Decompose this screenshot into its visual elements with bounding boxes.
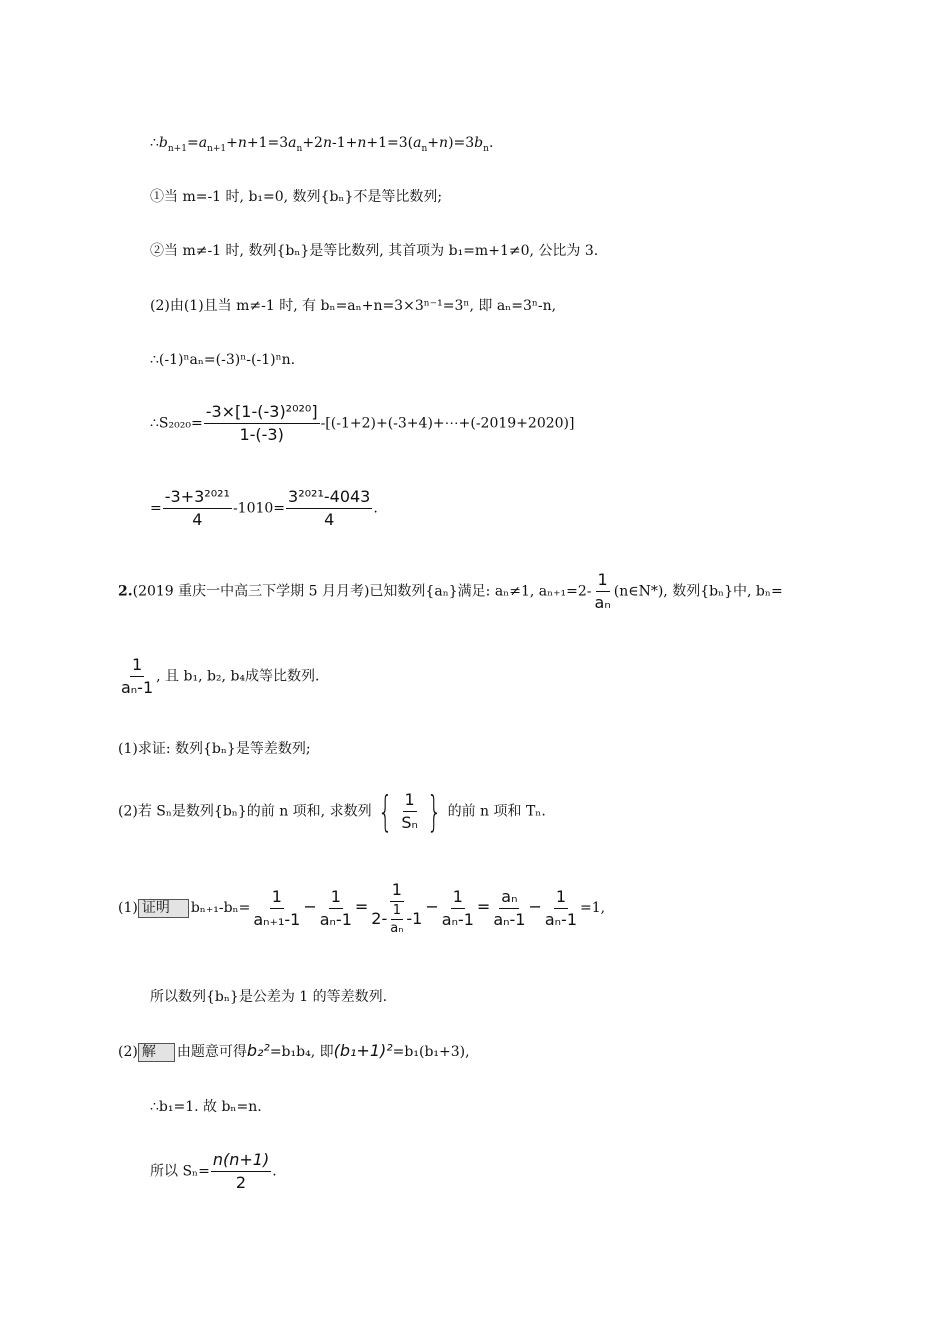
q2-frac1-den: aₙ: [594, 593, 611, 612]
s2020-sum: -[(-1+2)+(-3+4)+⋯+(-2019+2020)]: [320, 415, 575, 432]
solution-2-expr-2: (b₁+1)²: [333, 1041, 393, 1060]
sn-den: 2: [235, 1173, 247, 1192]
s1-f2-den: aₙ-1: [319, 909, 352, 929]
question-2-fraction-2: [119, 655, 155, 698]
part-2-text: (2)由(1)且当 m≠-1 时, 有 bₙ=aₙ+n=3×3ⁿ⁻¹=3ⁿ, 即 aₙ=3ⁿ-n,: [150, 298, 557, 314]
left-brace-icon: {: [377, 786, 393, 836]
s1-post: =1,: [580, 900, 606, 916]
result-num-1: -3+3²⁰²¹: [163, 487, 232, 509]
solution-2-mid: =b₁b₄, 即: [269, 1044, 334, 1060]
s1-f5-den: aₙ-1: [493, 909, 526, 929]
s1-f3-inner-den: aₙ: [390, 921, 404, 936]
solution-2-sn-line: [150, 1150, 277, 1193]
s2020-result-line: [150, 487, 378, 530]
case-2-text: ②当 m≠-1 时, 数列{bₙ}是等比数列, 其首项为 b₁=m+1≠0, 公比为 3.: [150, 243, 599, 259]
q2-frac1-num: 1: [596, 570, 610, 592]
result-fraction-1: [163, 487, 232, 530]
solution-2-lead: (2): [118, 1044, 138, 1060]
s1-f3-den-pre: 2-: [371, 909, 388, 928]
sign-text: ∴(-1)ⁿaₙ=(-3)ⁿ-(-1)ⁿn.: [150, 352, 296, 368]
result-end: .: [373, 500, 378, 517]
s1-minus-3: −: [528, 897, 542, 916]
s2020-line: [150, 402, 574, 445]
question-2-line-1: [118, 570, 783, 613]
solution-1-lead: (1): [118, 900, 138, 916]
case-1-text: ①当 m=-1 时, b₁=0, 数列{bₙ}不是等比数列;: [150, 189, 443, 205]
s1-frac-1: [251, 887, 302, 930]
solution-tag: 解: [138, 1043, 175, 1062]
s2020-numerator: -3×[1-(-3)²⁰²⁰]: [204, 402, 320, 424]
s2020-label: ∴S₂₀₂₀=: [150, 415, 203, 432]
sn-pre: 所以 Sₙ=: [150, 1163, 210, 1180]
s1-minus-1: −: [303, 897, 317, 916]
sn-num: n(n+1): [211, 1150, 271, 1172]
solution-2-pre: 由题意可得: [176, 1044, 247, 1060]
solution-1-conclusion: [150, 987, 387, 1007]
solution-2-expr-1: b₂²: [246, 1041, 270, 1060]
derivation-line-1: $\therefore b_{n+1}=a_{n+1}+n+1=3a_n+2n-1+n+1=3(a_n+n)=3b_n$.: [150, 135, 494, 154]
s1-f3-inner-frac: [388, 903, 405, 936]
result-den-1: 4: [192, 510, 203, 529]
question-2-fraction-1: [593, 570, 613, 613]
solution-1-conclusion-text: 所以数列{bₙ}是公差为 1 的等差数列.: [150, 989, 388, 1005]
proof-tag: 证明: [138, 899, 189, 918]
question-2-part-2: [118, 786, 546, 836]
sn-post: .: [272, 1163, 277, 1180]
s1-f3-num: 1: [390, 880, 404, 902]
sn-fraction: [211, 1150, 271, 1193]
s1-minus-2: −: [425, 897, 439, 916]
s1-eq-2: =: [476, 897, 491, 916]
s1-f6-num: 1: [554, 887, 568, 909]
s1-frac-2: [318, 887, 354, 930]
s1-frac-6: [543, 887, 579, 930]
sign-line: [150, 350, 295, 370]
s1-f4-den: aₙ-1: [441, 909, 474, 929]
part-2-line: [150, 296, 556, 316]
s2020-fraction: [204, 402, 320, 445]
question-2-text-2: (n∈N*), 数列{bₙ}中, bₙ=: [613, 583, 783, 600]
s1-eq-1: =: [354, 897, 369, 916]
right-brace-icon: }: [426, 786, 442, 836]
question-2-line-2: [118, 655, 319, 698]
solution-1-line: [118, 880, 605, 936]
line-1-text: ∴: [150, 135, 159, 151]
solution-2-post: =b₁(b₁+3),: [392, 1044, 470, 1060]
s1-f5-num: aₙ: [499, 887, 519, 909]
s1-f3-den-post: -1: [406, 909, 423, 928]
s1-f3-den: [369, 902, 424, 936]
s2020-denominator: 1-(-3): [239, 425, 284, 444]
q2-frac2-den: aₙ-1: [121, 678, 154, 697]
case-1-line: [150, 187, 442, 207]
result-fraction-2: [286, 487, 372, 530]
q2p2-num: 1: [403, 790, 417, 812]
result-den-2: 4: [324, 510, 335, 529]
result-eq: =: [150, 500, 162, 517]
s1-f6-den: aₙ-1: [544, 909, 577, 929]
question-2-part-1-text: (1)求证: 数列{bₙ}是等差数列;: [118, 741, 311, 757]
s1-frac-5: [491, 887, 527, 930]
s1-f2-num: 1: [329, 887, 343, 909]
question-number: 2.: [118, 583, 133, 600]
q2-frac2-num: 1: [130, 655, 144, 677]
question-2-part-2-fraction: [399, 790, 420, 833]
q2p2-den: Sₙ: [401, 813, 418, 832]
s1-frac-3: [369, 880, 424, 936]
s1-f3-inner-num: 1: [392, 903, 401, 918]
s1-frac-4: [440, 887, 476, 930]
result-num-2: 3²⁰²¹-4043: [286, 487, 372, 509]
question-2-part-2-pre: (2)若 Sₙ是数列{bₙ}的前 n 项和, 求数列: [118, 803, 372, 820]
case-2-line: [150, 241, 598, 261]
question-2-part-1: [118, 739, 311, 759]
s1-f1-num: 1: [270, 887, 284, 909]
question-2-part-2-post: 的前 n 项和 Tₙ.: [447, 803, 546, 820]
solution-1-pre: bₙ₊₁-bₙ=: [190, 900, 251, 916]
s1-f1-den: aₙ₊₁-1: [253, 909, 301, 929]
solution-2-line: [118, 1041, 470, 1062]
s1-f4-num: 1: [451, 887, 465, 909]
question-2-text-1: (2019 重庆一中高三下学期 5 月月考)已知数列{aₙ}满足: aₙ≠1, aₙ₊₁=2-: [132, 583, 592, 600]
solution-2-b1-line: [150, 1097, 262, 1117]
question-2-text-3: , 且 b₁, b₂, b₄成等比数列.: [156, 668, 320, 685]
solution-2-b1-text: ∴b₁=1. 故 bₙ=n.: [150, 1099, 262, 1115]
result-mid: -1010=: [232, 500, 286, 517]
